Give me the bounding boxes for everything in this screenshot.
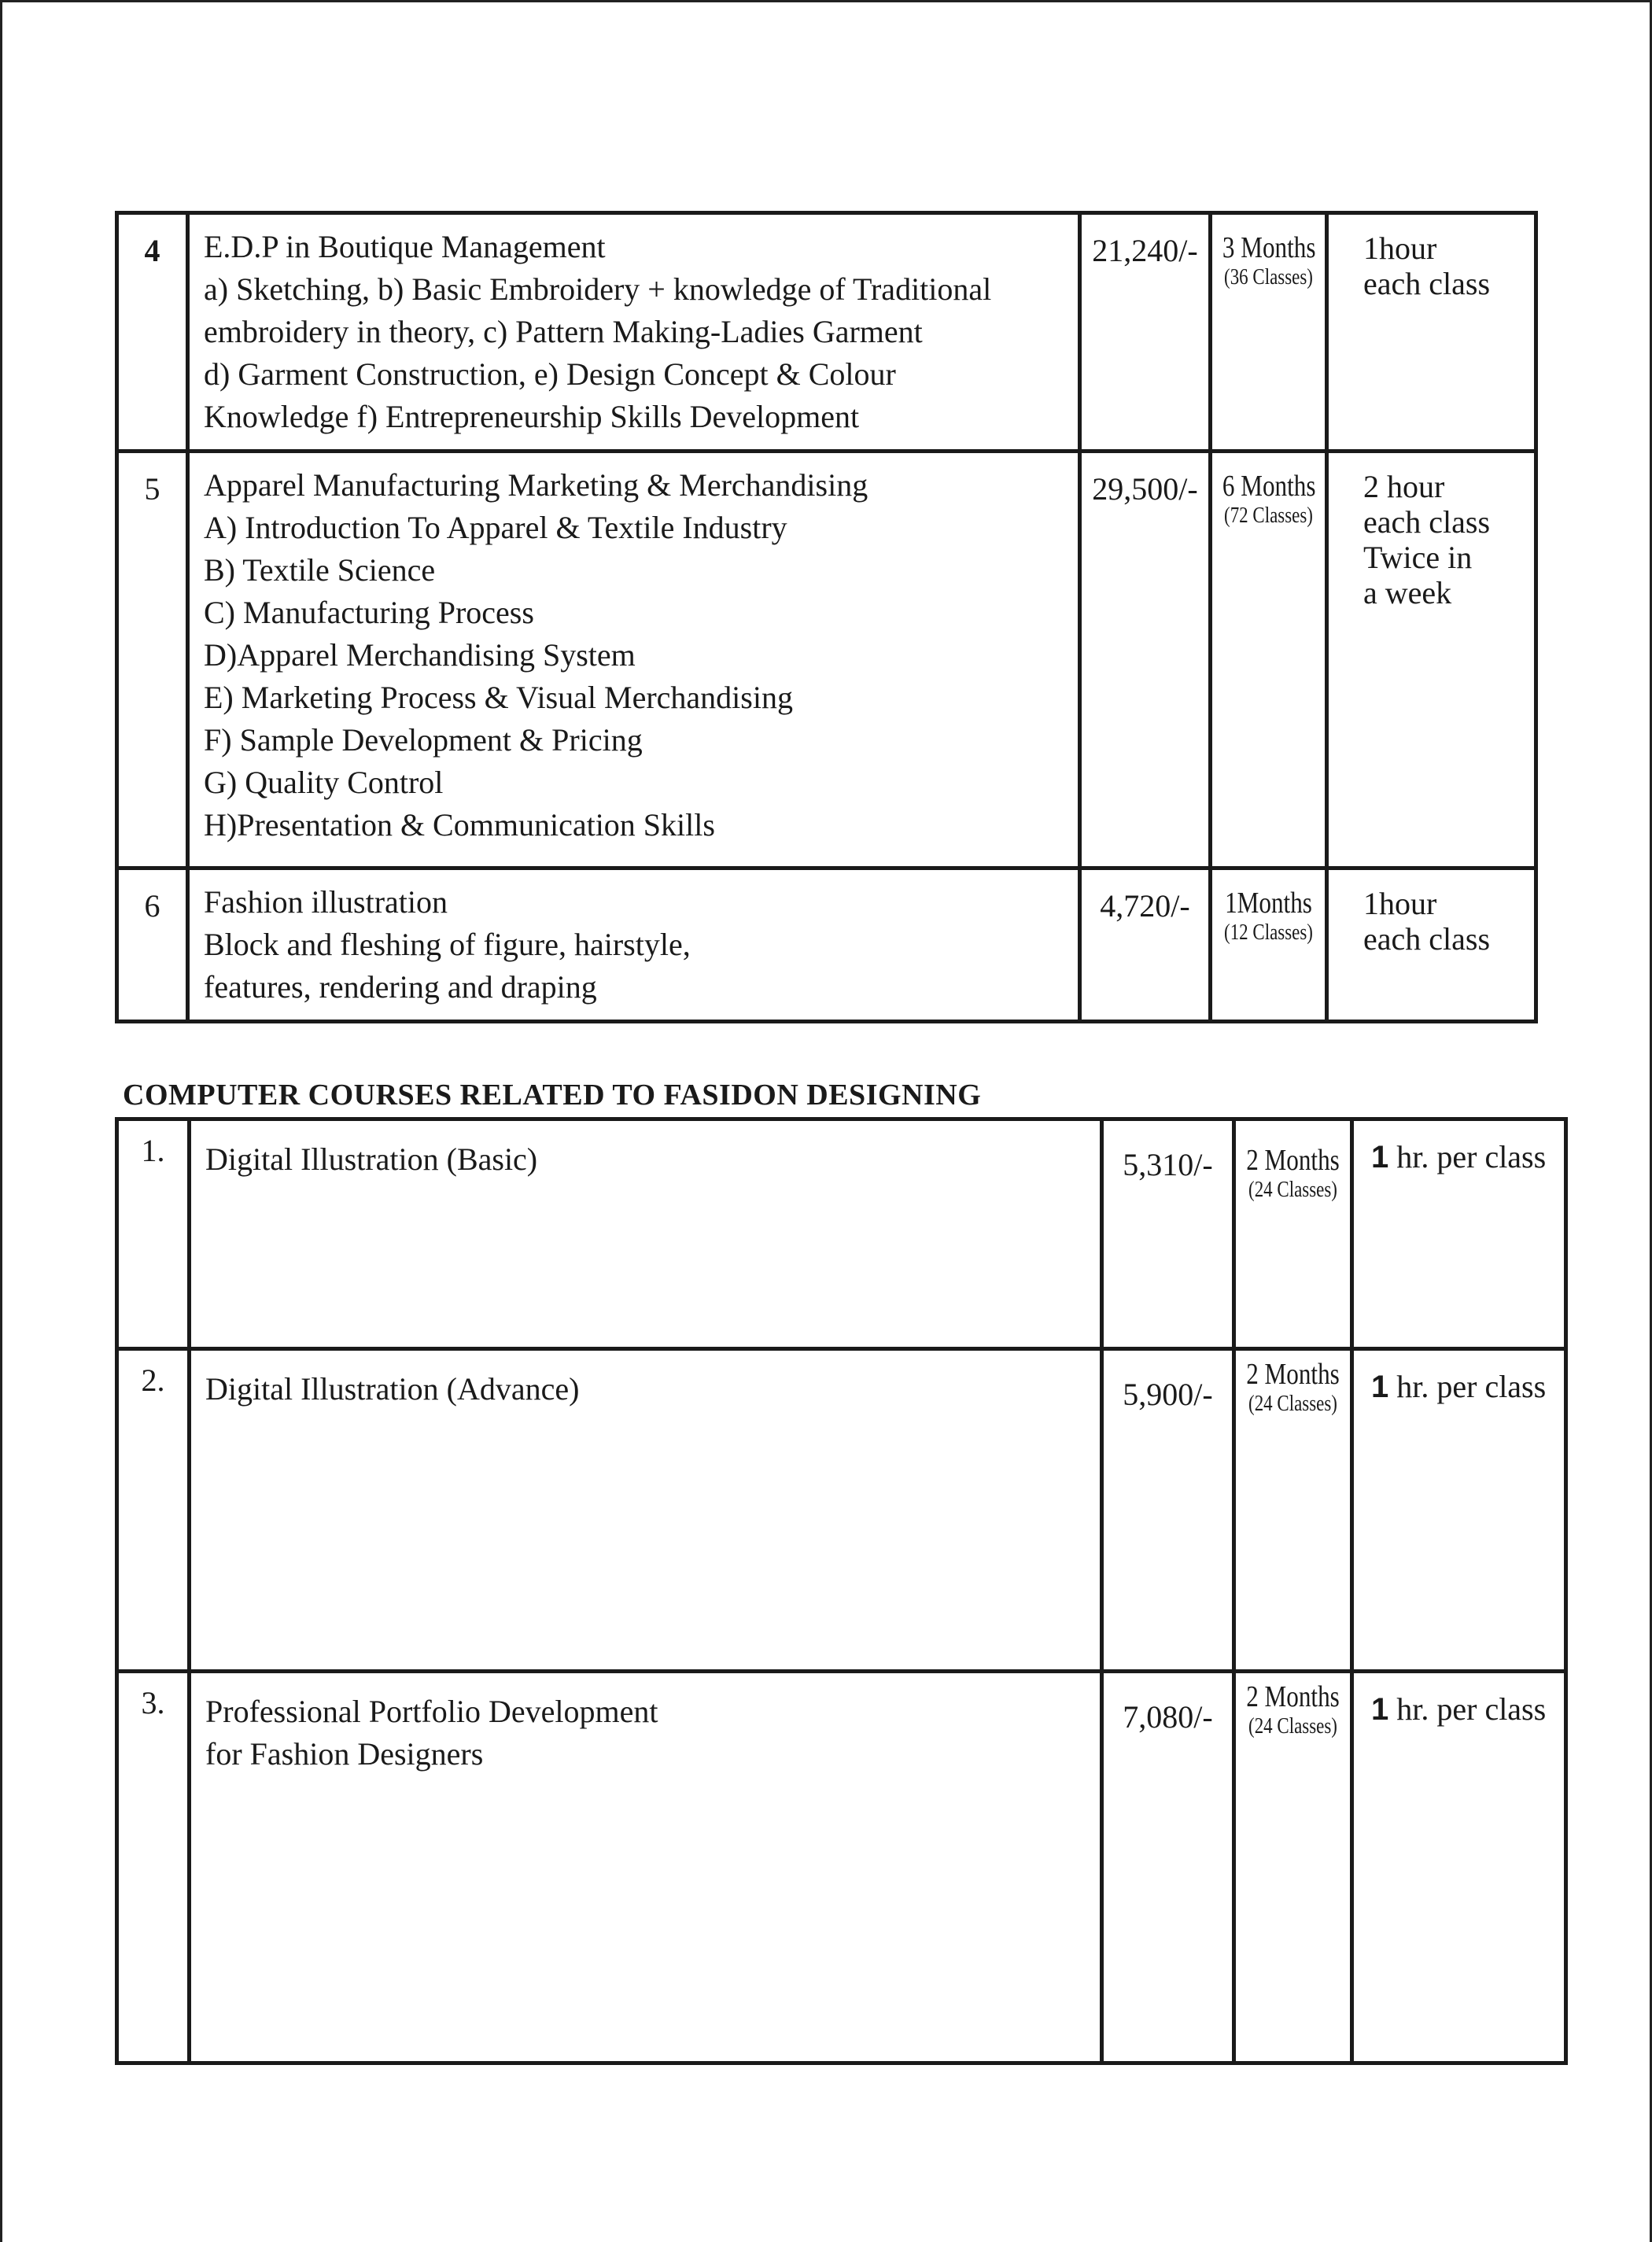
course-description <box>188 213 1080 452</box>
description-line: C) Manufacturing Process <box>204 595 534 630</box>
duration-classes: (24 Classes) <box>1248 1392 1337 1416</box>
timing-line: each class <box>1363 266 1491 301</box>
timing-line: a week <box>1363 575 1452 610</box>
description-line: Fashion illustration <box>204 884 448 920</box>
course-description <box>188 868 1080 1022</box>
timing-text: hr. per class <box>1388 1691 1547 1727</box>
timing-line: each class <box>1363 504 1491 540</box>
serial-number: 2. <box>117 1349 190 1672</box>
description-line: for Fashion Designers <box>205 1736 484 1772</box>
description-line: F) Sample Development & Pricing <box>204 722 643 758</box>
course-fee: 7,080/- <box>1102 1672 1234 2063</box>
timing-line: each class <box>1363 921 1491 957</box>
duration-classes: (24 Classes) <box>1248 1178 1337 1202</box>
serial-number: 3. <box>117 1672 190 2063</box>
description-line: Digital Illustration (Basic) <box>205 1141 538 1177</box>
description-line: H)Presentation & Communication Skills <box>204 807 715 843</box>
course-description <box>190 1349 1102 1672</box>
course-fee: 5,900/- <box>1102 1349 1234 1672</box>
duration-classes: (24 Classes) <box>1248 1714 1337 1739</box>
duration-classes: (36 Classes) <box>1224 265 1313 289</box>
timing-line: Twice in <box>1363 540 1473 575</box>
timing-line: 1hour <box>1363 886 1437 921</box>
description-line: Block and fleshing of figure, hairstyle, <box>204 927 691 962</box>
description-line: D)Apparel Merchandising System <box>204 637 636 673</box>
description-line: Knowledge f) Entrepreneurship Skills Development <box>204 399 860 434</box>
class-timing <box>1352 1349 1566 1672</box>
serial-number: 5 <box>117 452 188 868</box>
course-fee: 5,310/- <box>1102 1119 1234 1349</box>
description-line: a) Sketching, b) Basic Embroidery + knowledge of Traditional <box>204 271 992 307</box>
table-row <box>117 1119 1566 1349</box>
class-timing <box>1327 868 1536 1022</box>
course-duration <box>1234 1349 1352 1672</box>
timing-line: 2 hour <box>1363 469 1445 504</box>
table-row <box>117 868 1536 1022</box>
duration-classes: (12 Classes) <box>1224 920 1313 945</box>
timing-line: 1hour <box>1363 230 1437 266</box>
class-timing <box>1352 1672 1566 2063</box>
description-line: E) Marketing Process & Visual Merchandising <box>204 680 793 715</box>
class-timing <box>1352 1119 1566 1349</box>
course-fee: 4,720/- <box>1080 868 1211 1022</box>
timing-text: hr. per class <box>1388 1139 1547 1174</box>
duration-months: 1Months <box>1225 887 1312 920</box>
duration-months: 3 Months <box>1222 231 1316 264</box>
timing-text: hr. per class <box>1388 1369 1547 1404</box>
course-table <box>115 211 1538 1023</box>
description-line: features, rendering and draping <box>204 969 597 1005</box>
section-heading: COMPUTER COURSES RELATED TO FASIDON DESIGNING <box>123 1079 982 1112</box>
description-line: d) Garment Construction, e) Design Concept & Colour <box>204 356 896 392</box>
course-duration <box>1211 213 1327 452</box>
course-duration <box>1211 868 1327 1022</box>
description-line: G) Quality Control <box>204 765 444 800</box>
serial-number: 4 <box>117 213 188 452</box>
timing-hours: 1 <box>1371 1140 1389 1174</box>
table-row <box>117 1672 1566 2063</box>
duration-months: 6 Months <box>1222 470 1316 503</box>
course-duration <box>1234 1119 1352 1349</box>
description-line: embroidery in theory, c) Pattern Making-Ladies Garment <box>204 314 923 349</box>
table-row <box>117 1349 1566 1672</box>
duration-months: 2 Months <box>1246 1358 1340 1391</box>
description-line: Digital Illustration (Advance) <box>205 1371 580 1407</box>
computer-courses-table <box>115 1117 1568 2065</box>
duration-months: 2 Months <box>1246 1144 1340 1177</box>
course-description <box>190 1672 1102 2063</box>
description-line: Professional Portfolio Development <box>205 1694 658 1729</box>
course-duration <box>1211 452 1327 868</box>
serial-number: 6 <box>117 868 188 1022</box>
description-line: Apparel Manufacturing Marketing & Merchandising <box>204 467 868 503</box>
duration-classes: (72 Classes) <box>1224 503 1313 528</box>
course-fee: 29,500/- <box>1080 452 1211 868</box>
timing-hours: 1 <box>1371 1370 1389 1404</box>
class-timing <box>1327 452 1536 868</box>
table-row <box>117 452 1536 868</box>
description-line: E.D.P in Boutique Management <box>204 229 606 264</box>
course-description <box>190 1119 1102 1349</box>
course-duration <box>1234 1672 1352 2063</box>
class-timing <box>1327 213 1536 452</box>
duration-months: 2 Months <box>1246 1680 1340 1713</box>
timing-hours: 1 <box>1371 1692 1389 1727</box>
course-fee: 21,240/- <box>1080 213 1211 452</box>
table-row <box>117 213 1536 452</box>
description-line: B) Textile Science <box>204 552 436 588</box>
description-line: A) Introduction To Apparel & Textile Industry <box>204 510 787 545</box>
serial-number: 1. <box>117 1119 190 1349</box>
course-description <box>188 452 1080 868</box>
